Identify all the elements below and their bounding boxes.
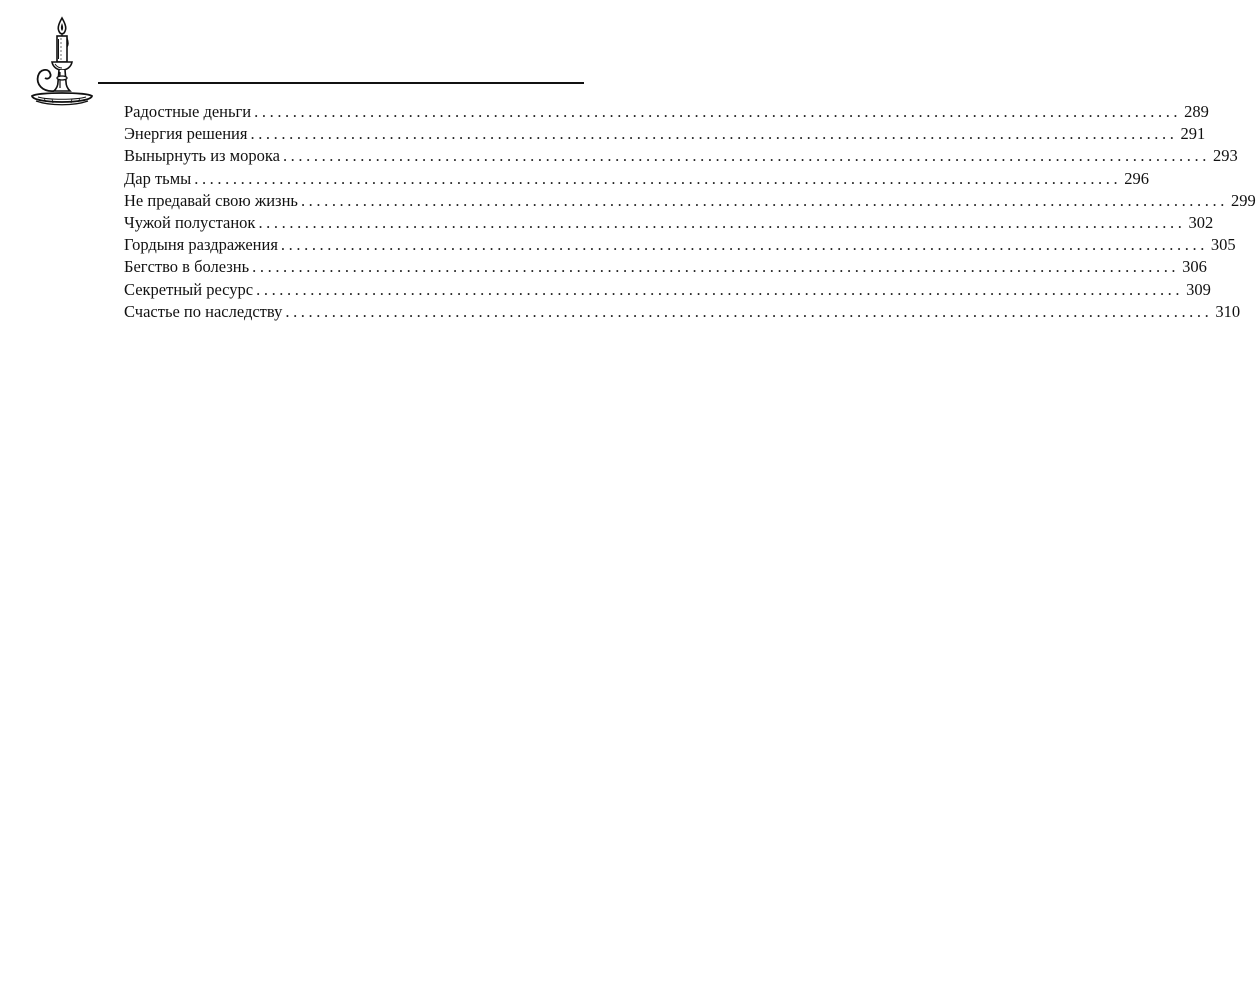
header-rule (98, 82, 584, 84)
toc-entry-page: 309 (1186, 279, 1211, 299)
toc-entry-title: Гордыня раздражения (124, 235, 278, 255)
toc-entry[interactable] (124, 168, 1149, 190)
toc-entry-page: 306 (1182, 257, 1207, 277)
toc-entry-page: 291 (1180, 124, 1206, 144)
toc-dot-leader: ........................................................................................................................ (252, 257, 1180, 277)
toc-entry[interactable] (124, 212, 1214, 234)
toc-entry-page: 289 (1184, 102, 1209, 121)
toc-entry-title: Секретный ресурс (124, 279, 254, 299)
toc-entry-page: 310 (1215, 301, 1241, 321)
toc-entry-page: 302 (1188, 212, 1214, 232)
toc-entry[interactable] (124, 234, 1236, 256)
toc-dot-leader: ........................................................................................................................ (285, 301, 1213, 321)
toc-entry-title: Бегство в болезнь (124, 257, 250, 277)
toc-entry-page: 293 (1212, 146, 1238, 166)
toc-entry-title: Радостные деньги (124, 102, 252, 121)
toc-entry-page: 296 (1124, 168, 1149, 188)
toc-entry[interactable] (124, 145, 1238, 167)
toc-entry[interactable] (124, 301, 1241, 323)
toc-entry-title: Энергия решения (124, 124, 248, 144)
toc-dot-leader: ........................................................................................................................ (254, 102, 1182, 121)
toc-entry[interactable] (124, 123, 1206, 145)
toc-entry[interactable] (124, 256, 1207, 278)
toc-entry-title: Дар тьмы (124, 168, 192, 188)
toc-dot-leader: ........................................................................................................................ (280, 235, 1208, 255)
toc-dot-leader: ........................................................................................................................ (300, 190, 1228, 210)
candlestick-icon (26, 12, 98, 112)
toc-entry-title: Не предавай свою жизнь (124, 190, 298, 210)
toc-dot-leader: ........................................................................................................................ (282, 146, 1210, 166)
toc-entry[interactable] (124, 190, 1256, 212)
toc-entry-page: 305 (1210, 235, 1236, 255)
toc-dot-leader: ........................................................................................................................ (258, 212, 1186, 232)
toc-entry-page: 299 (1230, 190, 1256, 210)
toc-entry-title: Чужой полустанок (124, 212, 256, 232)
toc-dot-leader: ........................................................................................................................ (250, 124, 1178, 144)
toc-entry[interactable] (124, 279, 1211, 301)
toc-entry-title: Счастье по наследству (124, 301, 283, 321)
toc-entry[interactable] (124, 101, 1209, 123)
toc-dot-leader: ........................................................................................................................ (256, 279, 1184, 299)
toc-dot-leader: ........................................................................................................................ (194, 168, 1122, 188)
table-of-contents (124, 101, 1256, 323)
toc-entry-title: Вынырнуть из морока (124, 146, 280, 166)
